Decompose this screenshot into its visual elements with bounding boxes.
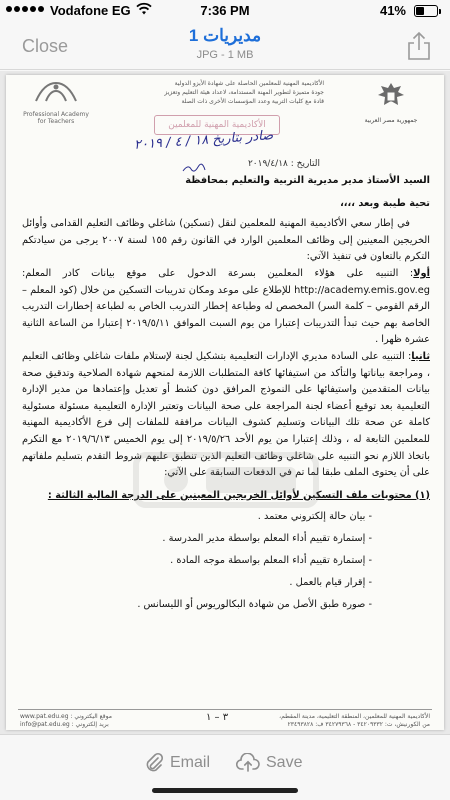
list-item: - إقرار قيام بالعمل . — [289, 577, 372, 589]
watermark-logo-icon — [126, 445, 326, 515]
navigation-bar — [0, 22, 450, 70]
cloud-upload-icon — [236, 753, 260, 773]
list-item: - إستمارة تقييم أداء المعلم بواسطة مدير المدرسة . — [162, 533, 372, 545]
battery-percentage: 41% — [379, 3, 406, 18]
letterhead-line: قادة مع كليات التربية وعدد المؤسسات الأخرى ذات الصلة — [181, 98, 324, 105]
letterhead-line: الأكاديمية المهنية للمعلمين الحاصلة على شهادة الأيزو الدولية — [174, 80, 324, 87]
bottom-toolbar — [0, 734, 450, 800]
letterhead-right — [352, 79, 430, 124]
clock: 7:36 PM — [200, 3, 250, 18]
letterhead-country: جمهورية مصر العربية — [364, 117, 418, 124]
email-label: Email — [170, 754, 211, 771]
handwritten-issue-date: صادر بتاريخ ١٨ / ٤ / ٢٠١٩ — [133, 128, 274, 153]
list-item: - إستمارة تقييم أداء المعلم بواسطة موجه المادة . — [170, 555, 372, 567]
first-instruction — [22, 266, 430, 349]
document-viewer[interactable] — [0, 71, 450, 734]
status-bar — [0, 0, 450, 22]
academy-logo-icon — [30, 79, 82, 105]
first-instruction-text: : التنبيه على هؤلاء المعلمين بسرعة الدخول على موقع بيانات كادر المعلم: http://academy.emis.gov.eg للإطلاع على موعد ومكان تدريبات التسكين من خلال (كود المعلم – الرقم القومي – كلمة السر) المخصص له وطباعة إخطار التدريب الخاص به لطباعة إخطارات التدريب الخاصة بهم حيث تبدأ التدريبات إعتبارا من يوم السبت الموافق ٢٠١٩/٥/١١ إعتبارا من الساعة الثانية عشرة ظهرا . — [22, 267, 430, 346]
eagle-emblem-icon — [374, 79, 408, 113]
battery-level-fill — [416, 7, 424, 15]
share-icon[interactable] — [406, 31, 432, 61]
file-contents-list — [22, 506, 430, 616]
letterhead-line: جودة متميزة لتطوير المهنة المستدامة، لاعداد هيئة التعليم وتعزيز — [164, 89, 324, 96]
incoming-stamp: الأكاديمية المهنية للمعلمين — [154, 115, 280, 135]
letter-date: التاريخ : ٢٠١٩/٤/١٨ — [247, 159, 320, 169]
save-label: Save — [266, 754, 303, 771]
letter-body — [22, 173, 430, 616]
footer-address: الأكاديمية المهنية للمعلمين، المنطقة التعليمية، مدينة المقطم، من الكورنيش، ت: ٣٤٢٠٩٣٣٢ - ٣٤٢٧٩٣٦٨ ف: ٢٣٤٩٣٨٢٨ — [279, 713, 430, 728]
second-instruction-text: : التنبيه على السادة مديري الإدارات التعليمية بتشكيل لجنة لإستلام ملفات شاغلي وظائف التعليم ، ومراجعة بياناتها والتأكد من استيفائها كافة المتطلبات اللازمة لمنحهم شهادة الصلاحية وتدقيق صحة بيانات المتقدمين واستيفائها على النموذج المرافق دون كشط أو تعديل وإعتمادها من مدير الإدارة التعليمية بعد توقيع أعضاء لجنة المراجعة على صحة البيانات وتعتبر الإدارة التعليمية مسئولة مسئولية كاملة عن صحة تلك البيانات وتسليم كشوف البيانات مرافقة للملفات إلى فرع الأكاديمية المهنية للمعلمين التابعة له ، وذلك إعتبارا من يوم الأحد ٢٠١٩/٥/٢٦ إلى يوم الخميس ٢٠١٩/٦/١٣ مع التكرم باتخاذ اللازم نحو التنبيه على شاغلي وظائف التعليم الذين تنطبق عليهم شروط التقدم بتسليم ملفاتهم على أن يحتوى الملف طبقا لما تم في الدفعات السابقة على الآتي: — [22, 350, 430, 479]
home-indicator[interactable] — [152, 788, 298, 793]
letter-addressee: السيد الأستاذ مدير مديرية التربية والتعليم بمحافظة — [185, 175, 430, 186]
footer-divider — [18, 709, 432, 710]
signature-mark — [182, 163, 206, 173]
email-button[interactable] — [144, 743, 210, 783]
letterhead-academy-name: Professional Academy for Teachers — [23, 111, 89, 125]
footer-email: info@pat.edu.eg : بريد إلكتروني — [20, 721, 109, 728]
carrier-name: Vodafone EG — [50, 3, 131, 18]
save-button[interactable] — [236, 743, 302, 783]
file-info: JPG - 1 MB — [196, 49, 254, 61]
letterhead-left — [20, 79, 92, 125]
battery-icon — [414, 5, 438, 17]
list-item: - بيان حالة إلكتروني معتمد . — [257, 511, 372, 523]
letter-greeting: تحية طيبة وبعد ،،،، — [340, 197, 430, 209]
first-label: أولا — [413, 267, 430, 279]
page-number: ٣ – ١ — [206, 712, 229, 723]
list-item: - صورة طبق الأصل من شهادة البكالوريوس أو الليسانس . — [137, 599, 372, 611]
file-contents-heading: (١) محتويات ملف التسكين لأوائل الخريجين المعينين على الدرجة المالية الثالثة : — [47, 489, 430, 501]
document-image — [6, 75, 444, 730]
second-label: ثانيا — [411, 350, 430, 362]
intro-paragraph: في إطار سعي الأكاديمية المهنية للمعلمين لنقل (تسكين) شاغلي وظائف التعليم القدامى وأوائل الخريجين المعينين إلى وظائف المعلمين الوارد في القانون رقم ١٥٥ لسنة ٢٠٠٧ يرجى من سيادتكم التكرم بالتعاون في تنفيذ الآتي: — [22, 218, 430, 263]
footer-website: www.pat.edu.eg : موقع اليكتروني — [20, 713, 112, 720]
letterhead-center — [114, 79, 324, 106]
footer-contact — [20, 713, 112, 729]
file-title: مديريات 1 — [188, 26, 262, 45]
close-button[interactable]: Close — [22, 36, 69, 56]
paperclip-icon — [144, 752, 164, 774]
